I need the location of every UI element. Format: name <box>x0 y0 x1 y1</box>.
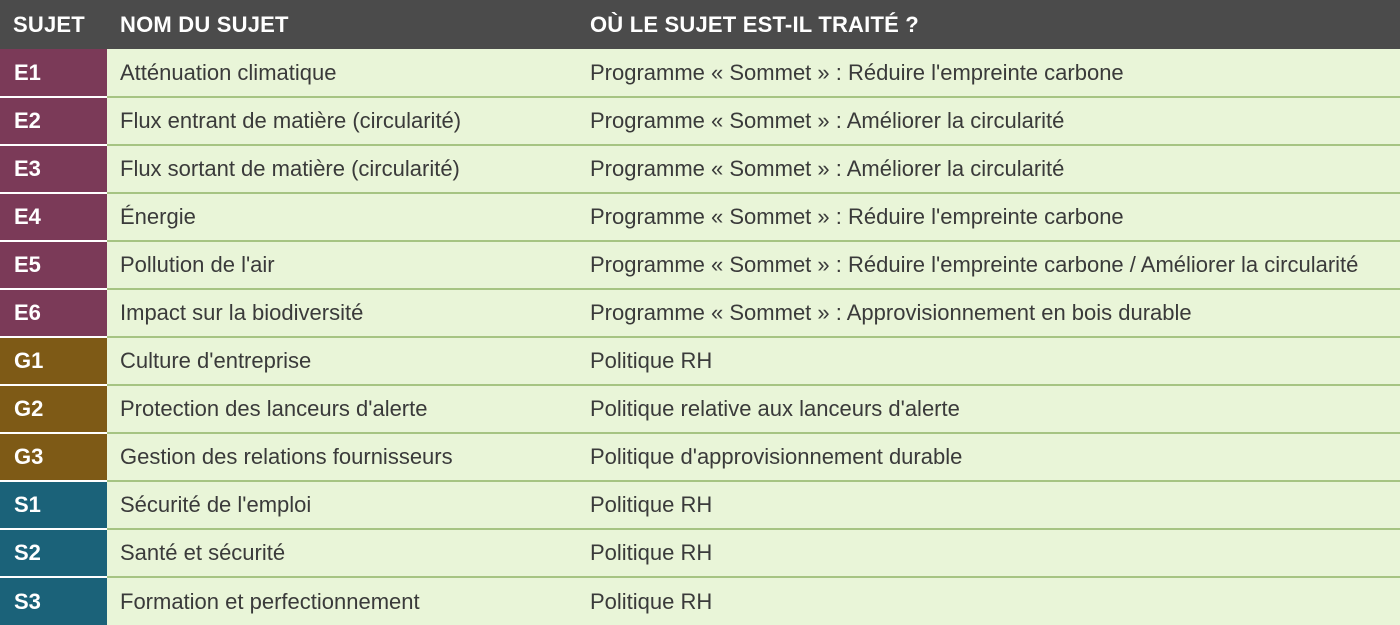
topic-where-cell: Politique RH <box>577 481 1400 529</box>
table-row <box>0 193 1400 241</box>
topic-name-cell: Impact sur la biodiversité <box>107 289 577 337</box>
topic-code-cell: G1 <box>0 337 107 385</box>
topic-where-cell: Programme « Sommet » : Approvisionnement en bois durable <box>577 289 1400 337</box>
topic-name-cell: Culture d'entreprise <box>107 337 577 385</box>
table-row <box>0 337 1400 385</box>
topic-where-cell: Programme « Sommet » : Réduire l'empreinte carbone <box>577 49 1400 97</box>
topic-name-cell: Énergie <box>107 193 577 241</box>
header-name: NOM DU SUJET <box>107 0 577 49</box>
table-row <box>0 529 1400 577</box>
topic-code-cell: S1 <box>0 481 107 529</box>
topic-name-cell: Pollution de l'air <box>107 241 577 289</box>
topic-where-cell: Politique relative aux lanceurs d'alerte <box>577 385 1400 433</box>
header-row <box>0 0 1400 49</box>
table-body <box>0 49 1400 625</box>
topic-code-cell: G2 <box>0 385 107 433</box>
topic-name-cell: Formation et perfectionnement <box>107 577 577 625</box>
table-row <box>0 241 1400 289</box>
table-header <box>0 0 1400 49</box>
topic-where-cell: Programme « Sommet » : Améliorer la circularité <box>577 145 1400 193</box>
topic-where-cell: Politique RH <box>577 529 1400 577</box>
topic-name-cell: Sécurité de l'emploi <box>107 481 577 529</box>
table-row <box>0 433 1400 481</box>
topic-code-cell: E3 <box>0 145 107 193</box>
table-row <box>0 577 1400 625</box>
topic-code-cell: E6 <box>0 289 107 337</box>
table-row <box>0 49 1400 97</box>
topic-where-cell: Politique d'approvisionnement durable <box>577 433 1400 481</box>
topic-where-cell: Politique RH <box>577 577 1400 625</box>
topic-name-cell: Flux sortant de matière (circularité) <box>107 145 577 193</box>
topic-name-cell: Protection des lanceurs d'alerte <box>107 385 577 433</box>
topic-where-cell: Programme « Sommet » : Améliorer la circularité <box>577 97 1400 145</box>
topic-name-cell: Santé et sécurité <box>107 529 577 577</box>
table-row <box>0 97 1400 145</box>
topic-code-cell: E2 <box>0 97 107 145</box>
topic-code-cell: E4 <box>0 193 107 241</box>
table-row <box>0 385 1400 433</box>
topic-code-cell: G3 <box>0 433 107 481</box>
header-where: OÙ LE SUJET EST-IL TRAITÉ ? <box>577 0 1400 49</box>
topic-name-cell: Atténuation climatique <box>107 49 577 97</box>
topic-where-cell: Politique RH <box>577 337 1400 385</box>
topic-name-cell: Gestion des relations fournisseurs <box>107 433 577 481</box>
table-row <box>0 481 1400 529</box>
topic-where-cell: Programme « Sommet » : Réduire l'empreinte carbone <box>577 193 1400 241</box>
table-row <box>0 289 1400 337</box>
header-code: SUJET <box>0 0 107 49</box>
topic-where-cell: Programme « Sommet » : Réduire l'empreinte carbone / Améliorer la circularité <box>577 241 1400 289</box>
topic-code-cell: E5 <box>0 241 107 289</box>
topic-code-cell: E1 <box>0 49 107 97</box>
topic-code-cell: S3 <box>0 577 107 625</box>
topic-code-cell: S2 <box>0 529 107 577</box>
topic-name-cell: Flux entrant de matière (circularité) <box>107 97 577 145</box>
table-row <box>0 145 1400 193</box>
